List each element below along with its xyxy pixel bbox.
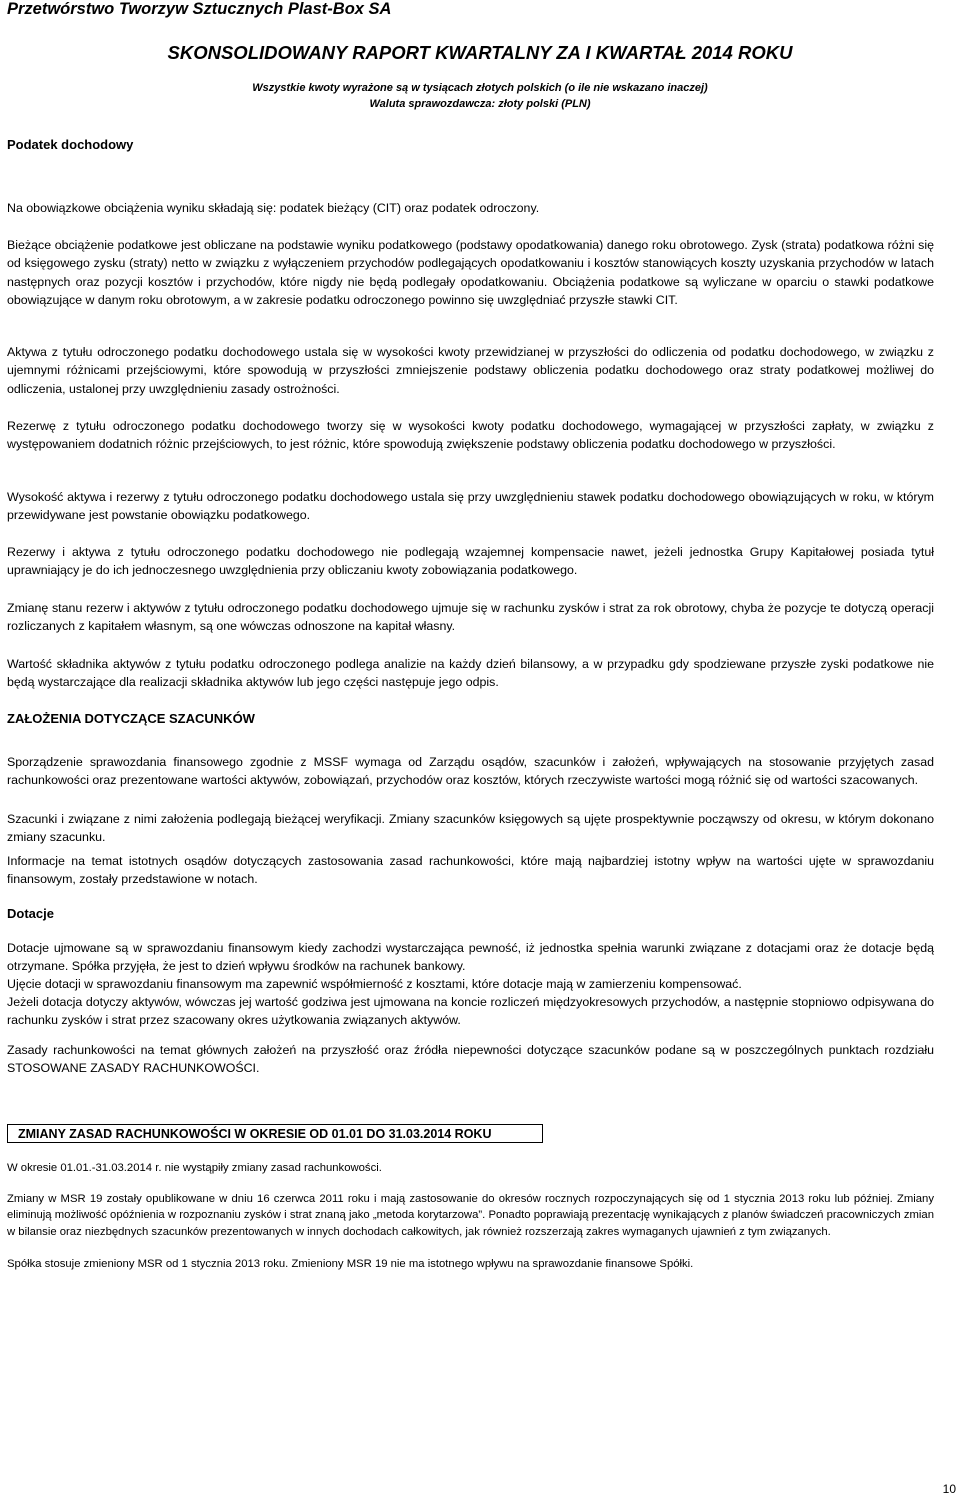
tax-paragraph-2: Bieżące obciążenie podatkowe jest obliczane na podstawie wyniku podatkowego (podstawy opodatkowania) danego roku obrotowego. Zysk (strata) podatkowa różni się od księgowego zysku (straty) netto w związku z wyłączeniem przychodów podlegających opodatkowaniu i kosztów stanowiących koszty uzyskania przychodów w latach następnych oraz pozycji kosztów i przychodów, które nigdy nie będą podlegały opodatkowaniu. Obciążenia podatkowe są wyliczane w oparciu o stawki podatkowe obowiązujące w danym roku obrotowym, a w zakresie podatku odroczonego powinno się uwzględniać przyszłe stawki CIT. <box>7 238 934 307</box>
changes-heading: ZMIANY ZASAD RACHUNKOWOŚCI W OKRESIE OD 01.01 DO 31.03.2014 ROKU <box>18 1127 492 1141</box>
tax-paragraph-3: Aktywa z tytułu odroczonego podatku dochodowego ustala się w wysokości kwoty przewidzianej w przyszłości do odliczenia od podatku dochodowego, w związku z ujemnymi różnicami przejściowymi, które spowodują w przyszłości zmniejszenie podstawy obliczenia podatku dochodowego oraz straty podatkowej możliwej do odliczenia, ustalonej przy uwzględnieniu zasady ostrożności. <box>7 345 934 396</box>
tax-paragraph-5: Wysokość aktywa i rezerwy z tytułu odroczonego podatku dochodowego ustala się przy uwzględnieniu stawek podatku dochodowego obowiązujących w roku, w którym przewidywane jest powstanie obowiązku podatkowego. <box>7 490 934 523</box>
tax-paragraph-1: Na obowiązkowe obciążenia wyniku składają się: podatek bieżący (CIT) oraz podatek odroczony. <box>7 201 540 215</box>
changes-heading-box <box>7 1124 543 1143</box>
tax-paragraph-8: Wartość składnika aktywów z tytułu podatku odroczonego podlega analizie na każdy dzień bilansowy, a w przypadku gdy spodziewane przyszłe zyski podatkowe nie będą wystarczające dla realizacji składnika aktywów lub jego części następuje jego odpis. <box>7 657 934 690</box>
page-number: 10 <box>942 1482 956 1496</box>
assumptions-paragraph-2: Szacunki i związane z nimi założenia podlegają bieżącej weryfikacji. Zmiany szacunków księgowych są ujęte prospektywnie począwszy od okresu, w którym dokonano zmiany szacunku. <box>7 812 934 845</box>
grants-paragraph-3: Jeżeli dotacja dotyczy aktywów, wówczas jej wartość godziwa jest ujmowana na koncie rozliczeń międzyokresowych przychodów, a następnie stopniowo odpisywana do rachunku zysków i strat przez szacowany okres użytkowania związanych aktywów. <box>7 995 934 1028</box>
grants-paragraph-4: Zasady rachunkowości na temat głównych założeń na przyszłość oraz źródła niepewności dotyczące szacunków podane są w poszczególnych punktach rozdziału STOSOWANE ZASADY RACHUNKOWOŚCI. <box>7 1043 934 1076</box>
currency-note: Waluta sprawozdawcza: złoty polski (PLN) <box>369 98 591 110</box>
grants-paragraph-2: Ujęcie dotacji w sprawozdaniu finansowym ma zapewnić współmierność z kosztami, które dotacje mają w zamierzeniu kompensować. <box>7 977 742 991</box>
assumptions-paragraph-3: Informacje na temat istotnych osądów dotyczących zastosowania zasad rachunkowości, które mają najbardziej istotny wpływ na wartości ujęte w sprawozdaniu finansowym, zostały przedstawione w notach. <box>7 854 934 887</box>
tax-paragraph-4: Rezerwę z tytułu odroczonego podatku dochodowego tworzy się w wysokości kwoty podatku dochodowego, wymagającej w przyszłości zapłaty, w związku z występowaniem dodatnich różnic przejściowych, to jest różnic, które spowodują zwiększenie podstawy obliczenia podatku dochodowego w przyszłości. <box>7 419 934 452</box>
tax-paragraph-7: Zmianę stanu rezerw i aktywów z tytułu odroczonego podatku dochodowego ujmuje się w rachunku zysków i strat za rok obrotowy, chyba że pozycje te dotyczą operacji rozliczanych z kapitałem własnym, są one wówczas odnoszone na kapitał własny. <box>7 601 934 634</box>
company-name: Przetwórstwo Tworzyw Sztucznych Plast-Box SA <box>7 0 392 18</box>
changes-paragraph-2: Zmiany w MSR 19 zostały opublikowane w dniu 16 czerwca 2011 roku i mają zastosowanie do okresów rocznych rozpoczynających się od 1 stycznia 2013 roku lub później. Zmiany eliminują możliwość opóźnienia w rozpoznaniu zysków i strat znaną jako „metoda korytarzowa”. Ponadto poprawiają prezentację wynikających z planów świadczeń pracowniczych zmian w bilansie oraz niezbędnych szacunków prezentowanych w innych dochodach całkowitych, jak również rozszerzają zakres wymaganych ujawnień z tym związanych. <box>7 1193 934 1238</box>
tax-paragraph-6: Rezerwy i aktywa z tytułu odroczonego podatku dochodowego nie podlegają wzajemnej kompensacie nawet, jeżeli jednostka Grupy Kapitałowej posiada tytuł uprawniający je do ich jednoczesnego uwzględnienia przy obliczaniu kwoty zobowiązania podatkowego. <box>7 545 934 578</box>
changes-paragraph-3: Spółka stosuje zmieniony MSR od 1 stycznia 2013 roku. Zmieniony MSR 19 nie ma istotnego wpływu na sprawozdanie finansowe Spółki. <box>7 1258 694 1270</box>
report-title: SKONSOLIDOWANY RAPORT KWARTALNY ZA I KWARTAŁ 2014 ROKU <box>167 42 793 63</box>
amounts-note: Wszystkie kwoty wyrażone są w tysiącach złotych polskich (o ile nie wskazano inaczej) <box>252 82 708 94</box>
tax-heading: Podatek dochodowy <box>7 137 134 152</box>
assumptions-paragraph-1: Sporządzenie sprawozdania finansowego zgodnie z MSSF wymaga od Zarządu osądów, szacunków i założeń, wpływających na stosowanie przyjętych zasad rachunkowości oraz prezentowane wartości aktywów, zobowiązań, przychodów oraz kosztów, których rzeczywiste wartości mogą różnić się od wartości szacowanych. <box>7 755 934 788</box>
grants-heading: Dotacje <box>7 906 54 921</box>
grants-paragraph-1: Dotacje ujmowane są w sprawozdaniu finansowym kiedy zachodzi wystarczająca pewność, iż jednostka spełnia warunki związane z dotacjami oraz że dotacje będą otrzymane. Spółka przyjęła, że jest to dzień wpływu środków na rachunek bankowy. <box>7 941 934 974</box>
assumptions-heading: ZAŁOŻENIA DOTYCZĄCE SZACUNKÓW <box>7 711 255 726</box>
changes-paragraph-1: W okresie 01.01.-31.03.2014 r. nie wystąpiły zmiany zasad rachunkowości. <box>7 1162 382 1174</box>
